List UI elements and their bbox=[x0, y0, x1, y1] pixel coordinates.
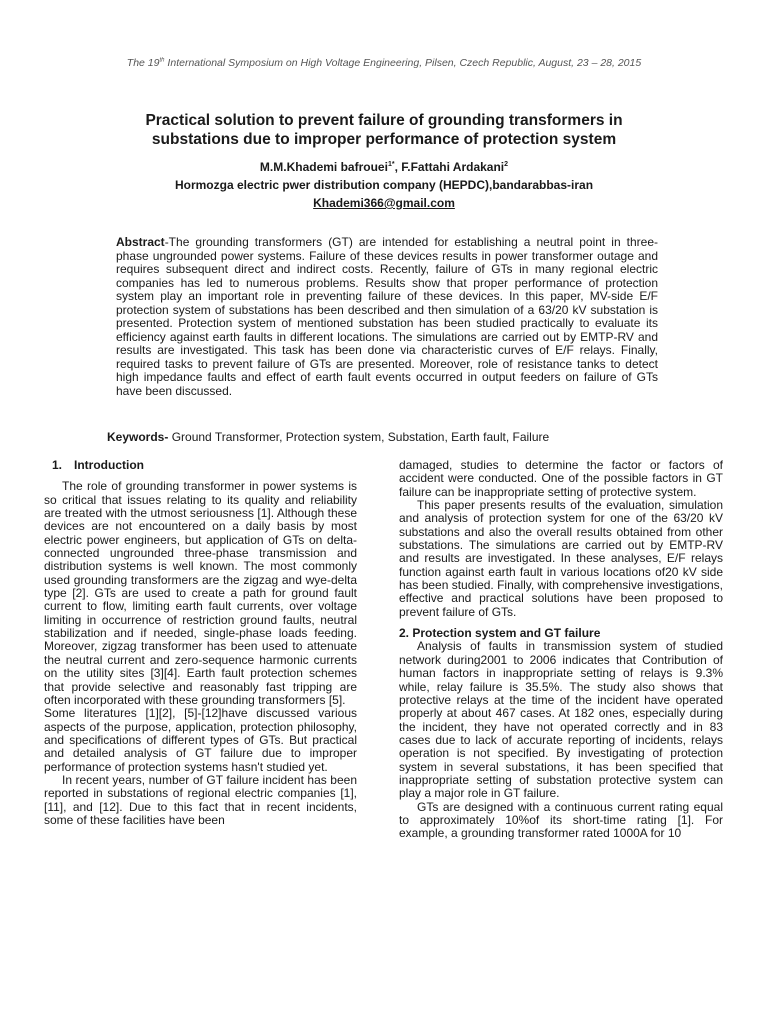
section-1-paragraph-4: damaged, studies to determine the factor or factors of accident were conducted. One of the possible factors in GT failure can be inappropriate setting of protective system. bbox=[399, 458, 723, 499]
keywords bbox=[107, 430, 667, 444]
section-2-paragraph-1: Analysis of faults in transmission system of studied network during2001 to 2006 indicates that Contribution of human factors in inappropriate setting of relays is 9.3% while, relay failure is 35.5%. The study also shows that protective relays at the time of the incident have operated properly at about 467 cases. At 182 ones, especially during the incident, they have not operated correctly and in 83 cases due to lack of accurate reporting of incidents, relays operation is not specified. By investigating of protection system in several substations, it has been specified that inappropriate setting of substation protective system can play a major role in GT failure. bbox=[399, 639, 723, 801]
section-1-heading: 1. Introduction bbox=[52, 458, 144, 472]
paper-title bbox=[40, 111, 728, 149]
section-1-paragraph-1: The role of grounding transformer in power systems is so critical that issues relating to its quality and reliability are treated with the utmost seriousness [1]. Although these devices are not encountered on a daily basis by most electric power engineers, but application of GTs on delta-connected ungrounded three-phase transmission and distribution systems is well known. The most commonly used grounding transformers are the zigzag and wye-delta type [2]. GTs are used to create a path for ground fault current to flow, limiting earth fault currents, over voltage limiting in occurrence of restriction ground faults, neutral stabilization and if needed, single-phase loads feeding. Moreover, zigzag transformer has been used to attenuate the neutral current and zero-sequence harmonic currents on the utility sites [3][4]. Earth fault protection schemes that provide selective and reasonably fast tripping are often incorporated with these grounding transformers [5]. bbox=[44, 479, 357, 707]
abstract-text: -The grounding transformers (GT) are intended for establishing a neutral point in three-phase ungrounded power systems. Failure of these devices results in power transformer outage and requires subsequent direct and indirect costs. Recently, failure of GTs in many regional electric companies has led to numerous problems. Results show that proper performance of protection system play an important role in preventing failure of these devices. In this paper, MV-side E/F protection system of substations has been described and then simulation of a 63/20 kV substation is presented. Protection system of mentioned substation has been studied practically to evaluate its efficiency against earth faults in different locations. The simulations are carried out by EMTP-RV and results are investigated. This task has been done via characteristic curves of E/F relays. Finally, required tasks to prevent failure of GTs are presented. Moreover, role of resistance tanks to detect high impedance faults and effect of earth fault events occurred in output feeders on failure of GTs have been discussed. bbox=[116, 235, 658, 398]
left-column bbox=[44, 459, 357, 827]
email-link[interactable]: Khademi366@gmail.com bbox=[313, 196, 455, 210]
paper-title-line-1: Practical solution to prevent failure of grounding transformers in bbox=[145, 112, 623, 129]
section-2-heading: 2. Protection system and GT failure bbox=[399, 626, 601, 641]
conference-header bbox=[0, 57, 768, 69]
author-names bbox=[0, 156, 768, 176]
author-separator: , bbox=[394, 160, 402, 174]
keywords-label: Keywords- bbox=[107, 430, 169, 444]
section-1-paragraph-3: In recent years, number of GT failure incident has been reported in substations of regional electric companies [1], [11], and [12]. Due to this fact that in recent incidents, some of these facilities have been bbox=[44, 772, 357, 827]
author-block bbox=[0, 156, 768, 212]
conference-header-post: International Symposium on High Voltage Engineering, Pilsen, Czech Republic, August, 23 – 28, 2015 bbox=[164, 57, 642, 69]
conference-header-pre: The 19 bbox=[126, 57, 160, 69]
keywords-text: Ground Transformer, Protection system, Substation, Earth fault, Failure bbox=[168, 430, 550, 444]
author-2: F.Fattahi Ardakani bbox=[401, 160, 505, 174]
affiliation: Hormozga electric pwer distribution company (HEPDC),bandarabbas-iran bbox=[174, 178, 594, 192]
conference-header-sup: th bbox=[159, 57, 165, 64]
section-1-paragraph-2: Some literatures [1][2], [5]-[12]have discussed various aspects of the purpose, application, protection philosophy, and specifications of different types of GTs. But practical and detailed analysis of GT failure due to improper performance of protection systems hasn't studied yet. bbox=[44, 706, 357, 774]
section-2-paragraph-2: GTs are designed with a continuous current rating equal to approximately 10%of its short-time rating [1]. For example, a grounding transformer rated 1000A for 10 bbox=[399, 799, 723, 841]
section-1-paragraph-5: This paper presents results of the evaluation, simulation and analysis of protection system for one of the 63/20 kV substations and also the overall results obtained from other substations. The simulations are carried out by EMTP-RV and results are investigated. In these analyses, E/F relays function against earth fault in various locations of20 kV side has been studied. Finally, with comprehensive investigations, effective and practical solutions have been proposed to prevent failure of GTs. bbox=[399, 498, 723, 619]
author-2-sup: 2 bbox=[504, 161, 509, 168]
abstract bbox=[116, 236, 658, 398]
right-column bbox=[399, 459, 723, 841]
abstract-label: Abstract bbox=[116, 235, 165, 249]
paper-title-line-2: substations due to improper performance of protection system bbox=[151, 131, 617, 148]
author-1-sup: 1* bbox=[387, 161, 395, 168]
author-1: M.M.Khademi bafrouei bbox=[259, 160, 388, 174]
